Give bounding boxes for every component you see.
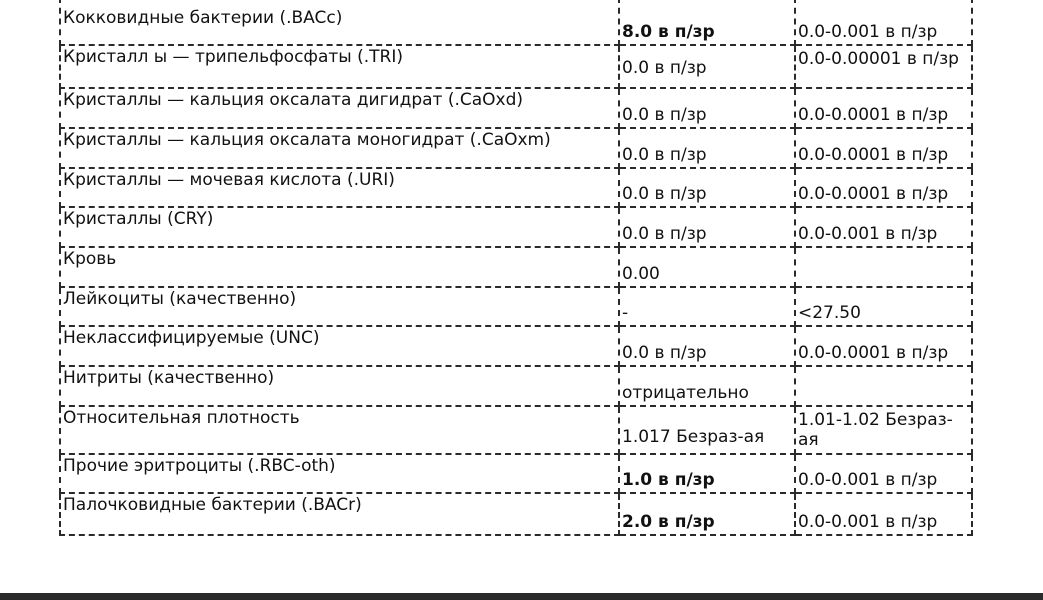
table-row: [60, 88, 972, 128]
test-name-cell: Кристаллы — кальция оксалата дигидрат (.CaOxd): [60, 88, 619, 128]
reference-range-cell: 0.0-0.0001 в п/зр: [795, 128, 972, 168]
test-name-cell: Лейкоциты (качественно): [60, 287, 619, 326]
reference-range-cell: 0.0-0.001 в п/зр: [795, 0, 972, 45]
table-row: [60, 247, 972, 287]
reference-range-cell: <27.50: [795, 287, 972, 326]
reference-range-cell: 0.0-0.001 в п/зр: [795, 207, 972, 247]
table-row: [60, 45, 972, 88]
test-name-cell: Кристалл ы — трипельфосфаты (.TRI): [60, 45, 619, 88]
reference-range-cell: [795, 247, 972, 287]
result-value-cell: 0.0 в п/зр: [619, 168, 795, 207]
result-value-cell: 1.0 в п/зр: [619, 454, 795, 493]
reference-range-cell: 0.0-0.0001 в п/зр: [795, 88, 972, 128]
test-name-cell: Палочковидные бактерии (.BACr): [60, 493, 619, 535]
lab-results-table: [59, 0, 973, 536]
result-value-cell: 1.017 Безраз-ая: [619, 406, 795, 454]
result-value-cell: -: [619, 287, 795, 326]
bottom-edge-bar: [0, 593, 1043, 600]
test-name-cell: Неклассифицируемые (UNC): [60, 326, 619, 366]
table-row: [60, 326, 972, 366]
test-name-cell: Нитриты (качественно): [60, 366, 619, 406]
test-name-cell: Прочие эритроциты (.RBC-oth): [60, 454, 619, 493]
reference-range-cell: 0.0-0.0001 в п/зр: [795, 168, 972, 207]
table-row: [60, 168, 972, 207]
table-row: [60, 287, 972, 326]
table-row: [60, 207, 972, 247]
test-name-cell: Кристаллы (CRY): [60, 207, 619, 247]
test-name-cell: Кристаллы — мочевая кислота (.URI): [60, 168, 619, 207]
test-name-cell: Кристаллы — кальция оксалата моногидрат (.CaOxm): [60, 128, 619, 168]
result-value-cell: 2.0 в п/зр: [619, 493, 795, 535]
result-value-cell: 0.00: [619, 247, 795, 287]
table-row: [60, 128, 972, 168]
reference-range-cell: 0.0-0.001 в п/зр: [795, 493, 972, 535]
result-value-cell: 0.0 в п/зр: [619, 45, 795, 88]
table-row: [60, 454, 972, 493]
reference-range-cell: 0.0-0.001 в п/зр: [795, 454, 972, 493]
table-row: [60, 406, 972, 454]
table-row: [60, 0, 972, 45]
result-value-cell: 0.0 в п/зр: [619, 326, 795, 366]
result-value-cell: отрицательно: [619, 366, 795, 406]
result-value-cell: 0.0 в п/зр: [619, 88, 795, 128]
test-name-cell: Кокковидные бактерии (.BACc): [60, 0, 619, 45]
table-row: [60, 493, 972, 535]
result-value-cell: 0.0 в п/зр: [619, 128, 795, 168]
reference-range-cell: 0.0-0.00001 в п/зр: [795, 45, 972, 88]
table-row: [60, 366, 972, 406]
result-value-cell: 0.0 в п/зр: [619, 207, 795, 247]
result-value-cell: 8.0 в п/зр: [619, 0, 795, 45]
test-name-cell: Относительная плотность: [60, 406, 619, 454]
reference-range-cell: 1.01-1.02 Безраз-ая: [795, 406, 972, 454]
reference-range-cell: [795, 366, 972, 406]
test-name-cell: Кровь: [60, 247, 619, 287]
reference-range-cell: 0.0-0.0001 в п/зр: [795, 326, 972, 366]
